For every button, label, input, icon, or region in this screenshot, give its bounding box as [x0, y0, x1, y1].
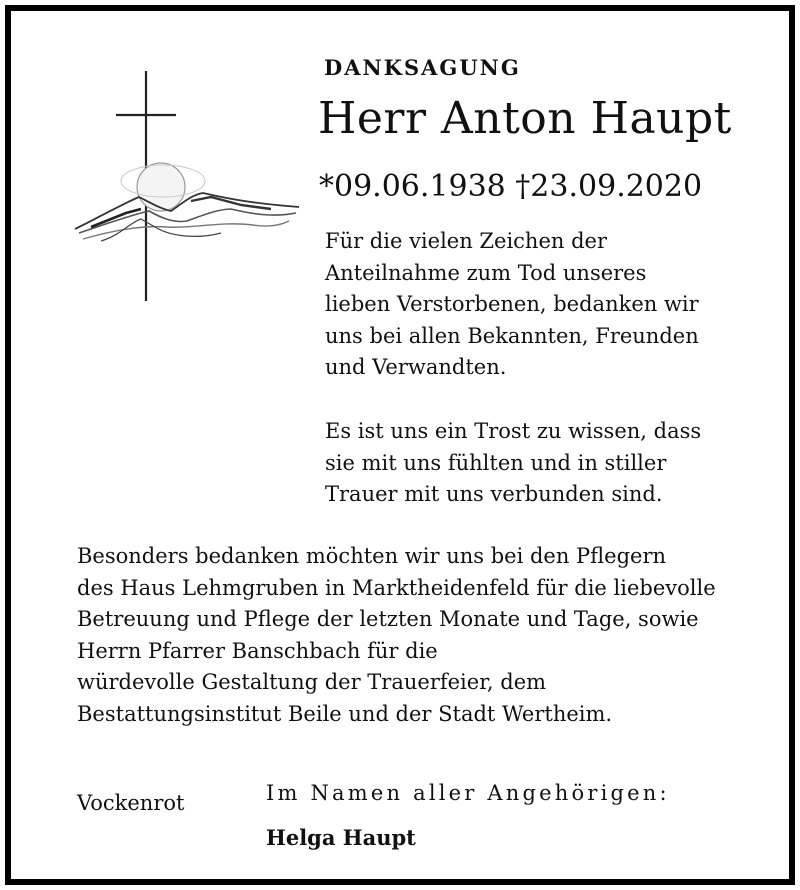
text-line: des Haus Lehmgruben in Marktheidenfeld für die liebevolle: [77, 575, 716, 600]
text-line: Anteilnahme zum Tod unseres: [325, 260, 647, 285]
text-line: Besonders bedanken möchten wir uns bei den Pflegern: [77, 544, 667, 568]
life-dates: *09.06.1938 †23.09.2020: [319, 169, 703, 204]
text-line: Für die vielen Zeichen der: [325, 229, 607, 253]
text-line: und Verwandten.: [325, 355, 507, 379]
place-name: Vockenrot: [77, 791, 185, 815]
deceased-name: Herr Anton Haupt: [318, 93, 732, 144]
thanks-paragraph-1: [325, 226, 765, 384]
text-line: uns bei allen Bekannten, Freunden: [325, 323, 699, 348]
text-line: Es ist uns ein Trost zu wissen, dass: [325, 419, 702, 443]
text-line: sie mit uns fühlten und in stiller: [325, 450, 667, 475]
text-line: Betreuung und Pflege der letzten Monate und Tage, sowie: [77, 607, 699, 631]
signer-name: Helga Haupt: [266, 825, 416, 850]
text-line: Trauer mit uns verbunden sind.: [325, 482, 663, 506]
text-line: lieben Verstorbenen, bedanken wir: [325, 292, 699, 316]
obituary-notice: [5, 5, 795, 885]
thanks-paragraph-3: [77, 541, 797, 730]
cross-mountains-icon: [71, 69, 306, 304]
on-behalf-line: Im Namen aller Angehörigen:: [266, 781, 670, 805]
text-line: Bestattungsinstitut Beile und der Stadt Wertheim.: [77, 701, 613, 726]
text-line: würdevolle Gestaltung der Trauerfeier, dem: [77, 670, 547, 694]
text-line: Herrn Pfarrer Banschbach für die: [77, 638, 438, 663]
notice-heading: DANKSAGUNG: [324, 55, 521, 80]
thanks-paragraph-2: [325, 416, 765, 511]
